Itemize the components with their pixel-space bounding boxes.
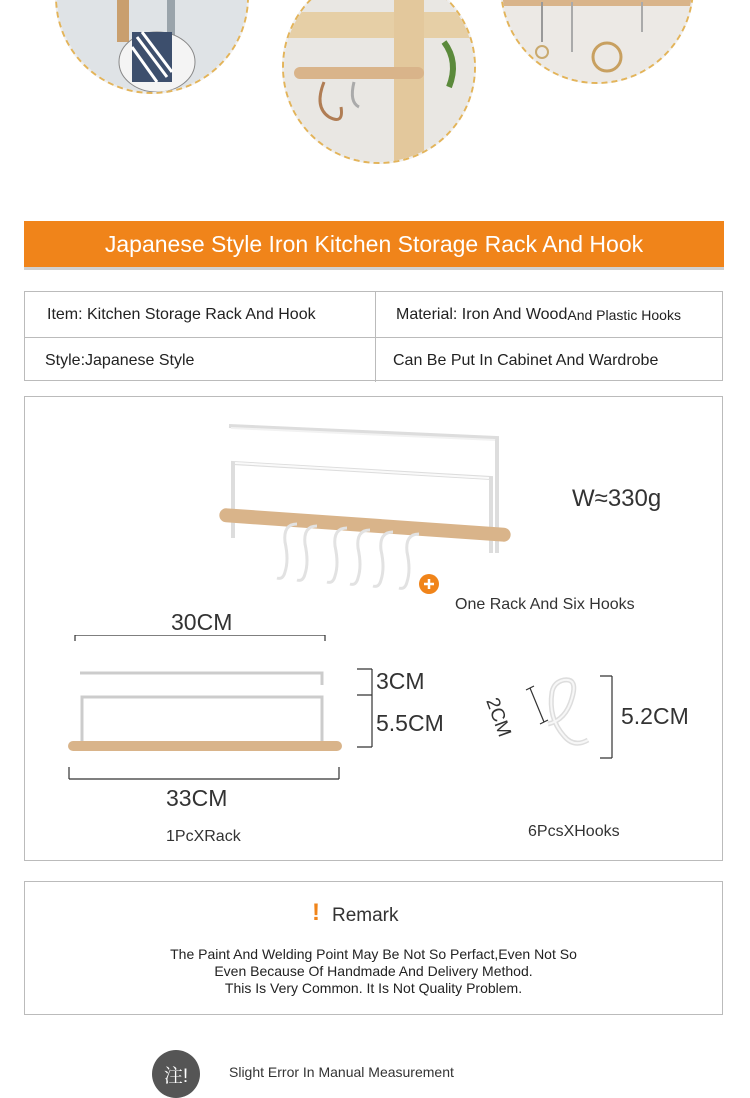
note-badge [152, 1050, 200, 1098]
bottom-width-label: 33CM [166, 785, 228, 811]
spec-note: Can Be Put In Cabinet And Wardrobe [393, 351, 659, 369]
lower-gap-label: 5.5CM [376, 710, 444, 736]
spec-style: Style:Japanese Style [45, 351, 195, 369]
hook-dimension-drawing [520, 672, 620, 764]
hook-height-label: 5.2CM [621, 703, 689, 729]
upper-gap-label: 3CM [376, 668, 425, 694]
note-badge-text: 注! [163, 1065, 189, 1087]
banner-title: Japanese Style Iron Kitchen Storage Rack And Hook [104, 230, 644, 257]
remark-line: This Is Very Common. It Is Not Quality Problem. [224, 980, 523, 996]
hook-qty-label: 6PcsXHooks [528, 823, 620, 840]
spec-table [24, 291, 723, 381]
rack-qty-label: 1PcXRack [166, 828, 241, 845]
title-banner [24, 221, 724, 270]
note-text: Slight Error In Manual Measurement [229, 1064, 454, 1080]
remark-line: The Paint And Welding Point May Be Not So Perfact,Even Not So [170, 946, 577, 962]
contents-label: One Rack And Six Hooks [455, 596, 635, 613]
remark-line: Even Because Of Handmade And Delivery Method. [214, 963, 533, 979]
rack-dimension-drawing [60, 635, 390, 785]
product-photo-mugs [55, 0, 249, 94]
spec-material-extra: And Plastic Hooks [567, 306, 681, 323]
product-photo-jewelry [500, 0, 694, 84]
rack-illustration [215, 418, 525, 598]
spec-material [396, 292, 681, 337]
top-width-label: 30CM [171, 609, 233, 635]
spec-material-main: Material: Iron And Wood [396, 305, 568, 323]
weight-label: W≈330g [572, 485, 662, 512]
product-photo-cabinet [282, 0, 476, 164]
remark-text [24, 946, 723, 997]
remark-title: Remark [332, 905, 399, 926]
remark-alert-icon: ! [312, 899, 320, 926]
spec-row [25, 292, 722, 337]
spec-row [25, 337, 722, 383]
spec-item: Item: Kitchen Storage Rack And Hook [47, 305, 316, 323]
hook-width-label: 2CM [481, 695, 515, 740]
